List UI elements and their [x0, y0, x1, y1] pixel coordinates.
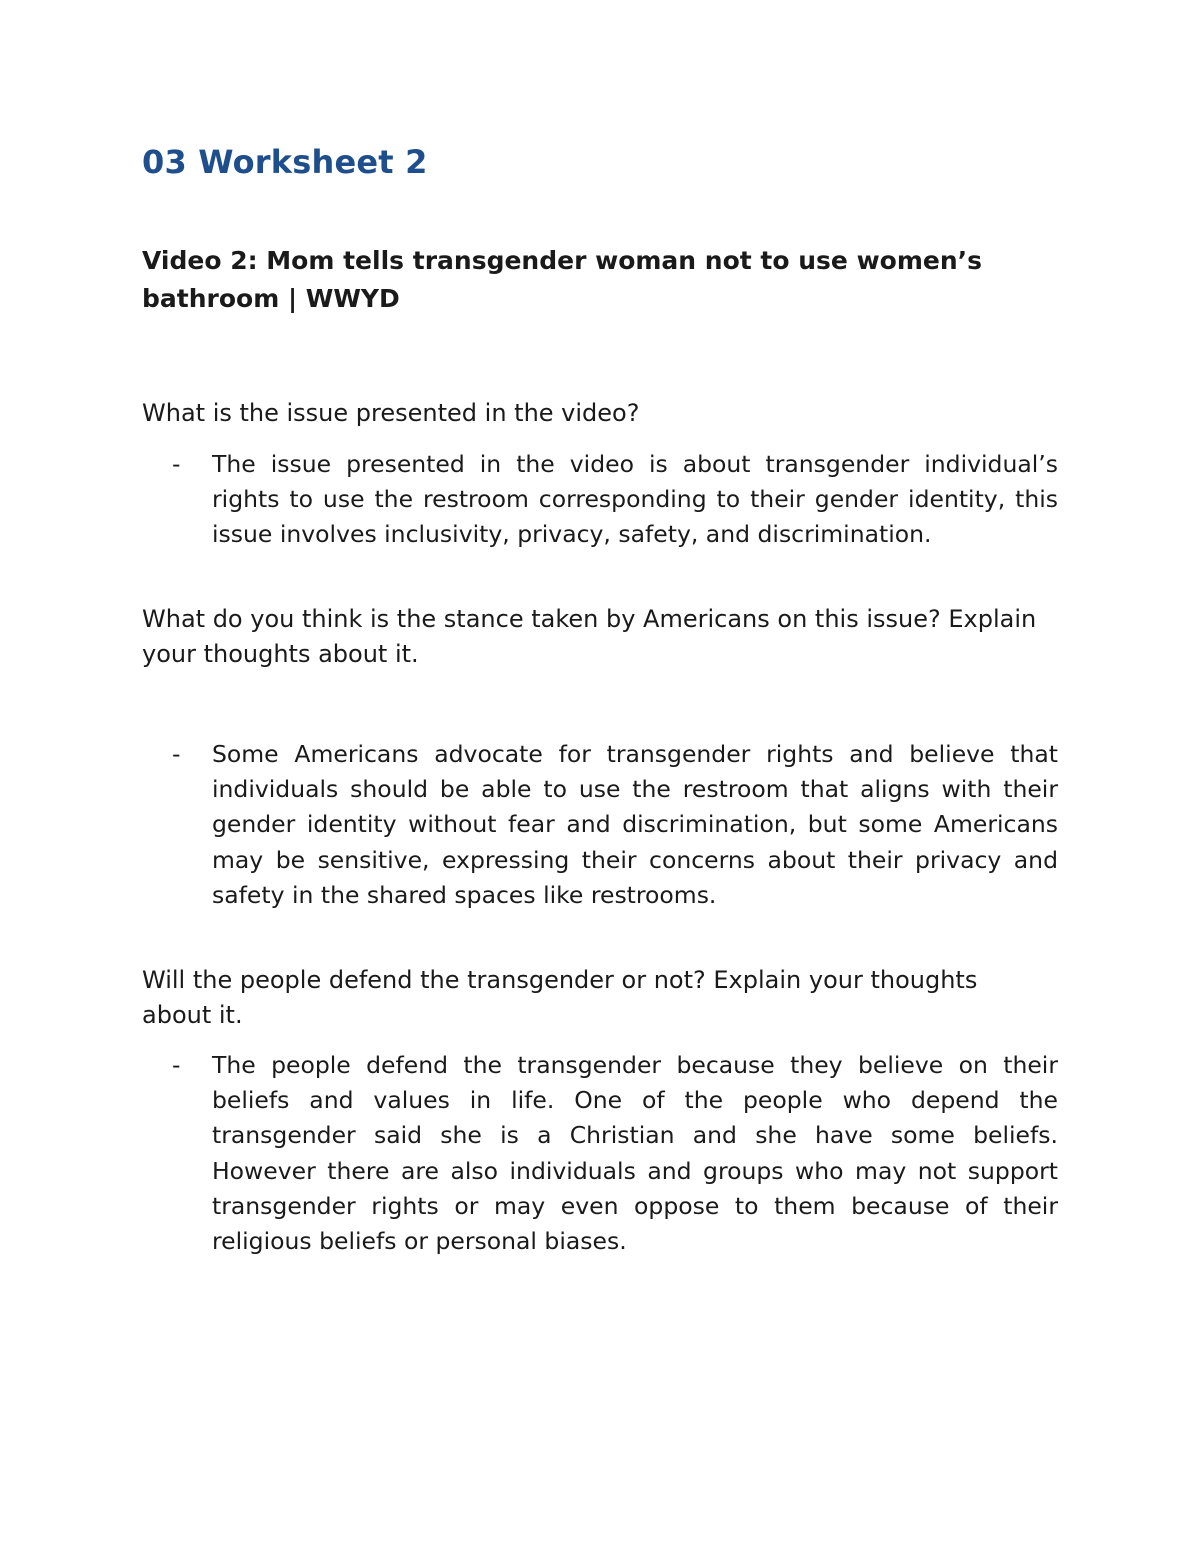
answer-1-text: The issue presented in the video is about transgender individual’s rights to use the restroom corresponding to their gender identity, this issue involves inclusivity, privacy, safety, and discrimination.	[212, 450, 1058, 549]
answer-2-bullet: -	[172, 740, 181, 768]
answer-1	[172, 447, 1058, 553]
question-2: What do you think is the stance taken by Americans on this issue? Explain your thoughts about it.	[142, 605, 1037, 668]
answer-3	[172, 1048, 1058, 1259]
question-1: What is the issue presented in the video?	[142, 399, 640, 427]
answer-1-bullet: -	[172, 450, 181, 478]
worksheet-title: 03 Worksheet 2	[142, 143, 428, 181]
video-subtitle: Video 2: Mom tells transgender woman not to use women’s bathroom | WWYD	[142, 246, 983, 313]
answer-2-text: Some Americans advocate for transgender rights and believe that individuals should be able to use the restroom that aligns with their gender identity without fear and discrimination, but some Americans may be sensitive, expressing their concerns about their privacy and safety in the shared spaces like restrooms.	[212, 740, 1058, 909]
question-3: Will the people defend the transgender or not? Explain your thoughts about it.	[142, 966, 978, 1029]
answer-3-text: The people defend the transgender because they believe on their beliefs and values in life. One of the people who depend the transgender said she is a Christian and she have some beliefs. However there are also individuals and groups who may not support transgender rights or may even oppose to them because of their religious beliefs or personal biases.	[212, 1051, 1058, 1256]
answer-3-bullet: -	[172, 1051, 181, 1079]
answer-2	[172, 737, 1058, 913]
